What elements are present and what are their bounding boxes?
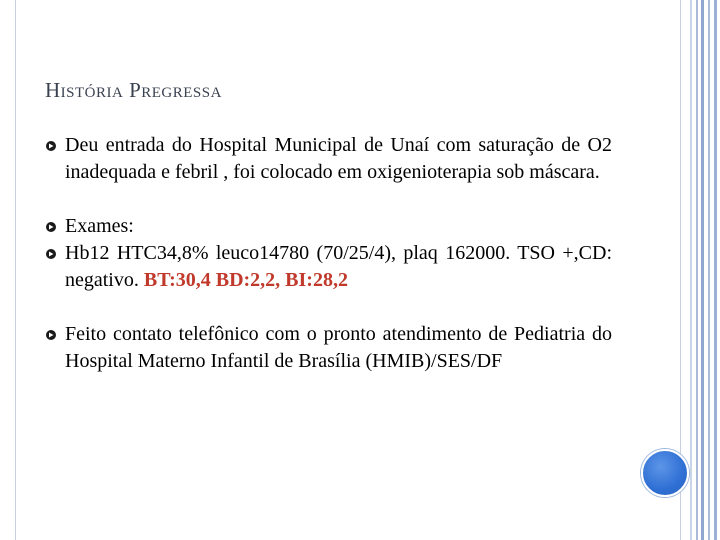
lab-highlight: BT:30,4 BD:2,2, BI:28,2 [143, 269, 348, 291]
item-text: Exames: [65, 215, 134, 237]
item-text: Deu entrada do Hospital Municipal de Unaí com saturação de O2 inadequada e febril , foi colocado em oxigenioterapia sob máscara. [65, 134, 612, 183]
slide-title: História Pregressa [45, 78, 222, 102]
bullet-icon [45, 140, 57, 152]
rail-line [714, 0, 717, 540]
list-item [45, 321, 612, 375]
rail-line [708, 0, 710, 540]
bullet-icon [45, 221, 57, 233]
decorative-circle [641, 449, 689, 497]
decorative-rails [688, 0, 720, 540]
list-item [45, 213, 612, 240]
rail-line [701, 0, 704, 540]
bullet-icon [45, 248, 57, 260]
list-item [45, 132, 612, 186]
bullet-list [45, 132, 612, 375]
item-text: Hb12 HTC34,8% leuco14780 (70/25/4), plaq 162000. TSO +,CD: negativo. [65, 242, 612, 291]
rail-line [696, 0, 698, 540]
bullet-icon [45, 329, 57, 341]
item-text: Feito contato telefônico com o pronto atendimento de Pediatria do Hospital Materno Infantil de Brasília (HMIB)/SES/DF [65, 323, 612, 372]
rail-line [690, 0, 692, 540]
list-item [45, 240, 612, 294]
